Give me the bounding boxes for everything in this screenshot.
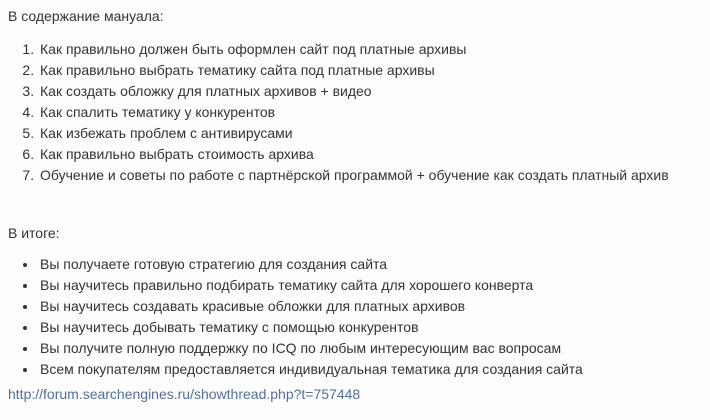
summary-item: • Вы получите полную поддержку по ICQ по любым интересующим вас вопросам	[38, 338, 702, 359]
summary-item: • Вы научитесь добывать тематику с помощью конкурентов	[38, 317, 702, 338]
summary-item: • Вы научитесь создавать красивые обложки для платных архивов	[38, 296, 702, 317]
manual-item: 7. Обучение и советы по работе с партнёрской программой + обучение как создать платный архив	[38, 165, 702, 186]
manual-contents-heading: В содержание мануала:	[8, 8, 164, 24]
manual-item: 1. Как правильно должен быть оформлен сайт под платные архивы	[38, 39, 702, 60]
manual-item: 5. Как избежать проблем с антивирусами	[38, 123, 702, 144]
summary-item: • Всем покупателям предоставляется индивидуальная тематика для создания сайта	[38, 359, 702, 380]
summary-item: • Вы научитесь правильно подбирать тематику сайта для хорошего конверта	[38, 275, 702, 296]
manual-item: 3. Как создать обложку для платных архивов + видео	[38, 81, 702, 102]
manual-item: 6. Как правильно выбрать стоимость архива	[38, 144, 702, 165]
summary-benefits-list	[8, 254, 702, 380]
forum-thread-link[interactable]: http://forum.searchengines.ru/showthread.php?t=757448	[8, 386, 361, 402]
manual-item: 4. Как спалить тематику у конкурентов	[38, 102, 702, 123]
summary-item: • Вы получаете готовую стратегию для создания сайта	[38, 254, 702, 275]
thread-link-line	[8, 384, 702, 405]
summary-heading: В итоге:	[8, 225, 60, 241]
manual-item: 2. Как правильно выбрать тематику сайта под платные архивы	[38, 60, 702, 81]
manual-contents-list	[8, 39, 702, 186]
